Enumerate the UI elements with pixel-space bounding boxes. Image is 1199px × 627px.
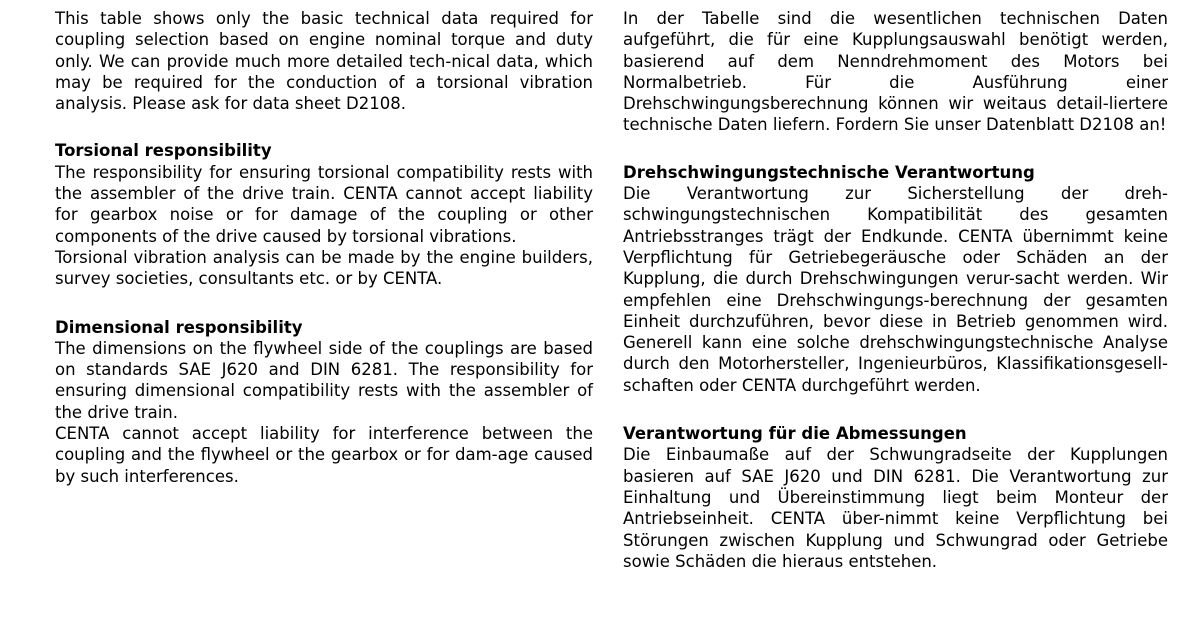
dimensional-heading-english: Dimensional responsibility	[55, 317, 303, 337]
intro-paragraph-german: In der Tabelle sind die wesentlichen technischen Daten aufgeführt, die für eine Kupplungsauswahl benötigt werden, basierend auf dem Nenndrehmoment des Motors bei Normalbetrieb. Für die Ausführung einer Drehschwingungsberechnung können wir weitaus detail-liertere technische Daten liefern. Fordern Sie unser Datenblatt D2108 an!	[623, 9, 1168, 135]
dimensional-paragraph-1-english: The dimensions on the flywheel side of the couplings are based on standards SAE J620 and DIN 6281. The responsibility for ensuring dimensional compatibility rests with the assembler of the drive train.	[55, 338, 593, 422]
torsional-paragraph-2-english: Torsional vibration analysis can be made by the engine builders, survey societies, consultants etc. or by CENTA.	[55, 247, 593, 289]
torsional-paragraph-1-english: The responsibility for ensuring torsional compatibility rests with the assembler of the drive train. CENTA cannot accept liability for gearbox noise or for damage of the coupling or other components of the drive caused by torsional vibrations.	[55, 162, 593, 246]
two-column-layout	[55, 8, 1169, 572]
left-column-english	[55, 8, 593, 487]
torsional-heading-german: Drehschwingungstechnische Verantwortung	[623, 162, 1035, 182]
section-torsional-english	[55, 140, 593, 289]
section-intro-german	[623, 8, 1168, 136]
intro-paragraph-english: This table shows only the basic technical data required for coupling selection based on engine nominal torque and duty only. We can provide much more detailed tech-nical data, which may be required for the conduction of a torsional vibration analysis. Please ask for data sheet D2108.	[55, 9, 593, 114]
right-column-german	[623, 8, 1168, 572]
section-dimensional-german	[623, 423, 1168, 572]
torsional-paragraph-1-german: Die Verantwortung zur Sicherstellung der dreh-schwingungstechnischen Kompatibilität des gesamten Antriebsstranges trägt der Endkunde. CENTA übernimmt keine Verpflichtung für Getriebegeräusche oder Schäden an der Kupplung, die durch Drehschwingungen verur-sacht werden. Wir empfehlen eine Drehschwingungs-berechnung der gesamten Einheit durchzuführen, bevor diese in Betrieb genommen wird. Generell kann eine solche drehschwingungstechnische Analyse durch den Motorhersteller, Ingenieurbüros, Klassifikationsgesell-schaften oder CENTA durchgeführt werden.	[623, 184, 1168, 395]
torsional-heading-english: Torsional responsibility	[55, 141, 272, 161]
section-torsional-german	[623, 162, 1168, 396]
section-dimensional-english	[55, 317, 593, 487]
section-intro-english	[55, 8, 593, 114]
dimensional-paragraph-2-english: CENTA cannot accept liability for interference between the coupling and the flywheel or the gearbox or for dam-age caused by such interferences.	[55, 424, 593, 486]
dimensional-paragraph-1-german: Die Einbaumaße auf der Schwungradseite der Kupplungen basieren auf SAE J620 und DIN 6281. Die Verantwortung zur Einhaltung und Übereinstimmung liegt beim Monteur der Antriebseinheit. CENTA über-nimmt keine Verpflichtung bei Störungen zwischen Kupplung und Schwungrad oder Getriebe sowie Schäden die hieraus entstehen.	[623, 445, 1168, 571]
dimensional-heading-german: Verantwortung für die Abmessungen	[623, 424, 967, 444]
